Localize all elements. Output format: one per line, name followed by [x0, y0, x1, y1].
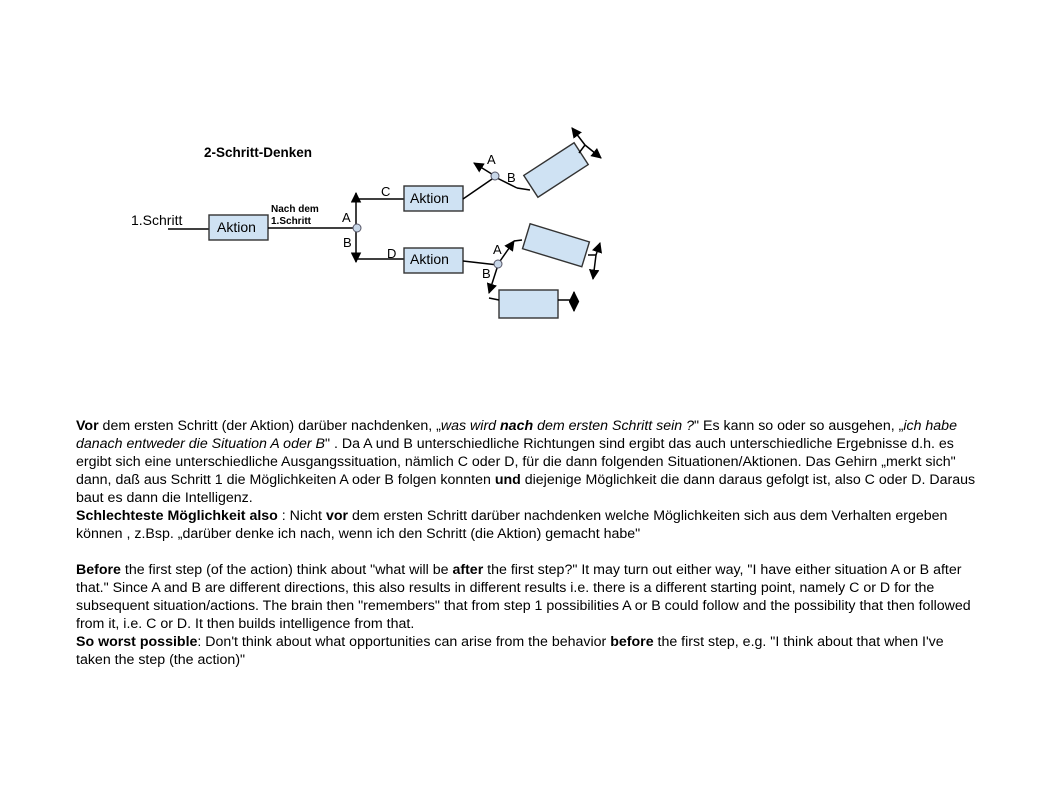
- after-step-label-line2: 1.Schritt: [271, 216, 312, 227]
- english-paragraph: [76, 561, 976, 633]
- text-run: after: [452, 562, 484, 578]
- german-paragraph: [76, 417, 976, 507]
- action-box-1-label: Aktion: [217, 219, 256, 235]
- action-box-c-label: Aktion: [410, 190, 449, 206]
- text-run: und: [494, 472, 521, 488]
- branch-d-label: D: [387, 246, 397, 261]
- text-run: : Nicht: [277, 508, 326, 524]
- text-run: Schlechteste Möglichkeit also: [76, 508, 278, 524]
- text-run: " Es kann so oder so ausgehen, „: [694, 418, 904, 434]
- diagram-title: 2-Schritt-Denken: [204, 145, 313, 160]
- lower-a-box-arrow-2: [593, 255, 596, 279]
- upper-fork-b-label: B: [507, 170, 516, 185]
- text-run: Vor: [76, 418, 99, 434]
- lower-fork-a-label: A: [493, 242, 502, 257]
- action-box-d-label: Aktion: [410, 251, 449, 267]
- action-box-lower-b: [499, 290, 558, 318]
- upper-box-arrow-2: [585, 145, 601, 158]
- d-to-fork-line: [463, 261, 498, 265]
- branch-b-label: B: [343, 235, 352, 250]
- text-run: So worst possible: [76, 634, 198, 650]
- text-run: the first step (of the action) think about "what will be: [120, 562, 453, 578]
- lower-b-box-lead: [489, 298, 499, 300]
- text-run: nach: [500, 418, 534, 434]
- lower-fork-b-label: B: [482, 266, 491, 281]
- upper-fork-a-label: A: [487, 152, 496, 167]
- text-run: dem ersten Schritt (der Aktion) darüber nachdenken, „: [98, 418, 441, 434]
- text-run: : Don't think about what opportunities can arise from the behavior: [197, 634, 611, 650]
- text-run: Before: [76, 562, 121, 578]
- fork-node-upper: [491, 172, 499, 180]
- text-run: was wird: [440, 418, 501, 434]
- text-run: " . Da A und B unterschiedliche Richtungen sind ergibt das auch unterschiedliche Ergebnisse d.h. es ergibt sich eine unterschiedliche Ausgangssituation, nämlich C oder D, für die dann folgenden Situationen/Aktionen. Das Gehirn „merkt sich" dann, daß aus Schritt 1 die Möglichkeiten A oder B folgen konnten: [76, 436, 956, 488]
- lower-a-box-lead: [514, 240, 522, 241]
- branch-c-label: C: [381, 184, 391, 199]
- action-box-lower-a: [523, 224, 590, 267]
- text-run: the first step?" It may turn out either way, "I have either situation A or B after that." Since A and B are different directions, this also results in different results i.e. there is a different starting point, namely C or D for the subsequent situation/actions. The brain then "remembers" that from step 1 possibilities A or B could follow and the possibility that then followed from it, i.e. C or D. It then builds intelligence from that.: [76, 562, 971, 632]
- text-run: the first step, e.g. "I think about that when I've taken the step (the action)": [76, 634, 944, 668]
- after-step-label-line1: Nach dem: [271, 204, 319, 215]
- fork-node-lower: [494, 260, 502, 268]
- branch-a-label: A: [342, 210, 351, 225]
- text-run: ich habe danach entweder die Situation A oder B: [76, 418, 957, 452]
- text-run: before: [610, 634, 654, 650]
- explanation-text: [76, 417, 976, 669]
- fork-node-main: [353, 224, 361, 232]
- start-label: 1.Schritt: [131, 212, 183, 228]
- action-box-upper: [524, 143, 588, 197]
- lower-a-box-arrow-1: [596, 243, 600, 255]
- paragraph-gap: [76, 543, 976, 561]
- text-run: diejenige Möglichkeit die dann daraus gefolgt ist, also C oder D. Daraus baut es dann die Intelligenz.: [76, 472, 976, 506]
- text-run: dem ersten Schritt darüber nachdenken welche Möglichkeiten sich aus dem Verhalten ergeben können , z.Bsp. „darüber denke ich nach, wenn ich den Schritt (die Aktion) gemacht habe": [76, 508, 948, 542]
- text-run: dem ersten Schritt sein ?: [533, 418, 695, 434]
- c-to-fork-line: [463, 177, 495, 199]
- upper-box-lead: [517, 188, 530, 190]
- english-worst-case-paragraph: [76, 633, 976, 669]
- upper-box-stem: [579, 145, 585, 153]
- german-worst-case-paragraph: [76, 507, 976, 543]
- text-run: vor: [325, 508, 349, 524]
